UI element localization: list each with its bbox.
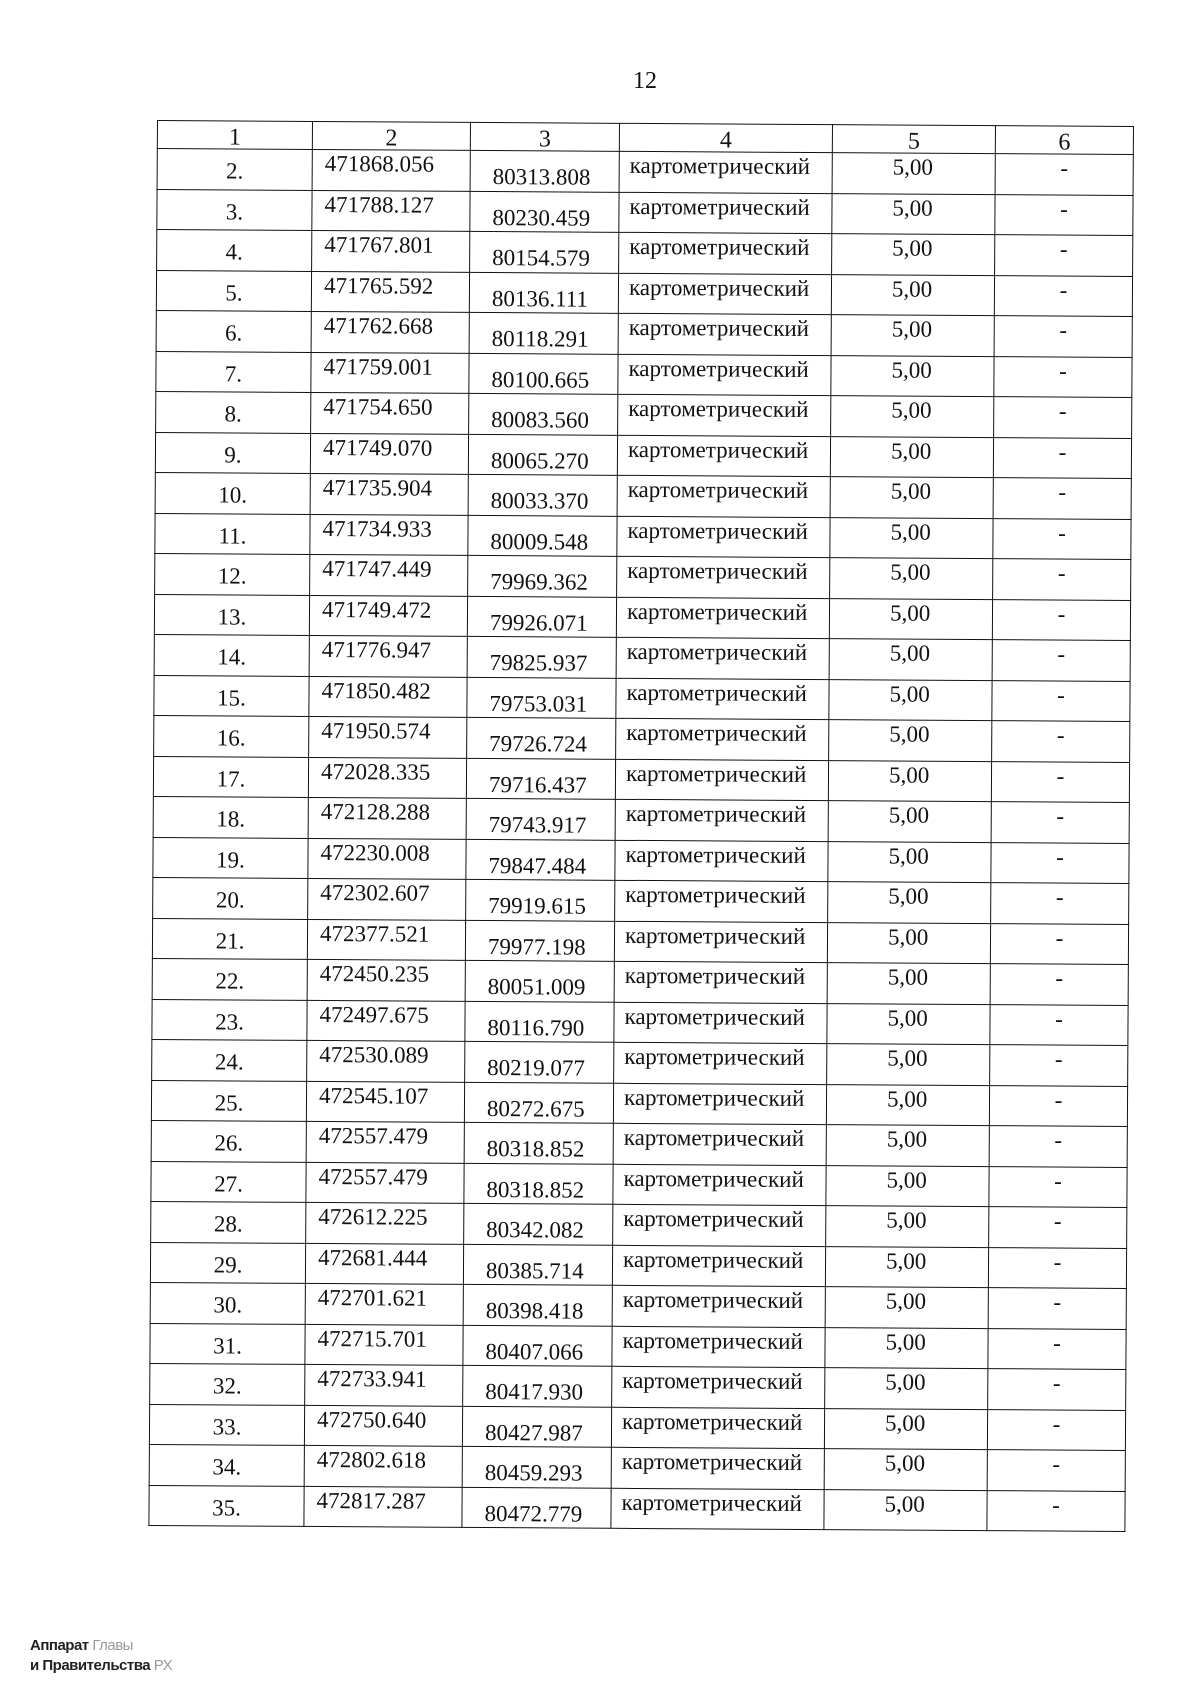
cell-method: картометрический (616, 678, 829, 720)
cell-x-coordinate: 471734.933 (310, 514, 468, 555)
cell-note: - (993, 559, 1131, 600)
table-row (149, 1404, 1125, 1450)
cell-accuracy: 5,00 (826, 1125, 989, 1166)
cell-y-coordinate: 80272.675 (464, 1082, 613, 1123)
cell-note: - (990, 964, 1128, 1005)
cell-method: картометрический (614, 1042, 827, 1084)
cell-note: - (994, 316, 1132, 357)
cell-method: картометрический (611, 1488, 824, 1530)
cell-accuracy: 5,00 (826, 1084, 989, 1125)
cell-note: - (988, 1247, 1126, 1288)
cell-accuracy: 5,00 (828, 841, 991, 882)
cell-point-number: 4. (157, 230, 312, 271)
table-row (152, 918, 1128, 964)
cell-accuracy: 5,00 (831, 274, 994, 315)
cell-x-coordinate: 472545.107 (306, 1081, 464, 1122)
cell-x-coordinate: 471850.482 (309, 676, 467, 717)
cell-y-coordinate: 80318.852 (464, 1163, 613, 1204)
cell-method: картометрический (612, 1285, 825, 1327)
coordinates-table (148, 120, 1134, 1532)
cell-x-coordinate: 472530.089 (307, 1040, 465, 1081)
cell-x-coordinate: 472557.479 (306, 1121, 464, 1162)
cell-note: - (991, 802, 1129, 843)
cell-note: - (988, 1288, 1126, 1329)
cell-y-coordinate: 79926.071 (467, 596, 616, 637)
cell-point-number: 19. (153, 837, 308, 878)
cell-note: - (992, 599, 1130, 640)
cell-method: картометрический (618, 313, 831, 355)
cell-x-coordinate: 472733.941 (305, 1364, 463, 1405)
cell-accuracy: 5,00 (828, 801, 991, 842)
column-header-1: 1 (157, 121, 312, 150)
cell-y-coordinate: 80318.852 (464, 1122, 613, 1163)
cell-y-coordinate: 80459.293 (462, 1446, 611, 1487)
cell-method: картометрический (611, 1447, 824, 1489)
cell-method: картометрический (613, 1083, 826, 1125)
cell-x-coordinate: 471749.472 (309, 595, 467, 636)
cell-note: - (989, 1166, 1127, 1207)
cell-y-coordinate: 79847.484 (466, 839, 615, 880)
stamp-line-2: и Правительства РХ (30, 1657, 173, 1674)
cell-note: - (994, 356, 1132, 397)
cell-note: - (991, 842, 1129, 883)
cell-accuracy: 5,00 (829, 679, 992, 720)
cell-y-coordinate: 80313.808 (470, 150, 619, 191)
cell-point-number: 9. (155, 432, 310, 473)
column-header-6: 6 (995, 126, 1133, 155)
table-row (150, 1323, 1126, 1369)
cell-point-number: 35. (149, 1485, 304, 1526)
table-row (155, 513, 1131, 559)
cell-accuracy: 5,00 (831, 396, 994, 437)
cell-x-coordinate: 472302.607 (308, 878, 466, 919)
cell-method: картометрический (615, 880, 828, 922)
cell-method: картометрический (613, 1204, 826, 1246)
cell-point-number: 25. (151, 1080, 306, 1121)
cell-method: картометрический (612, 1366, 825, 1408)
cell-x-coordinate: 471735.904 (310, 473, 468, 514)
cell-accuracy: 5,00 (829, 598, 992, 639)
cell-method: картометрический (614, 1002, 827, 1044)
cell-y-coordinate: 80427.987 (462, 1406, 611, 1447)
cell-point-number: 34. (149, 1444, 304, 1485)
cell-note: - (990, 923, 1128, 964)
table-row (152, 1039, 1128, 1085)
cell-x-coordinate: 471788.127 (312, 190, 470, 231)
cell-note: - (987, 1409, 1125, 1450)
cell-x-coordinate: 471762.668 (311, 311, 469, 352)
cell-point-number: 30. (150, 1282, 305, 1323)
cell-y-coordinate: 79825.937 (467, 636, 616, 677)
cell-point-number: 13. (154, 594, 309, 635)
cell-accuracy: 5,00 (829, 720, 992, 761)
table-row (152, 999, 1128, 1045)
cell-note: - (989, 1085, 1127, 1126)
cell-note: - (993, 478, 1131, 519)
cell-accuracy: 5,00 (832, 193, 995, 234)
cell-y-coordinate: 80342.082 (464, 1203, 613, 1244)
cell-y-coordinate: 80118.291 (469, 312, 618, 353)
cell-method: картометрический (615, 759, 828, 801)
cell-note: - (989, 1126, 1127, 1167)
table-row (150, 1282, 1126, 1328)
cell-y-coordinate: 80230.459 (470, 191, 619, 232)
table-row (151, 1161, 1127, 1207)
cell-method: картометрический (614, 961, 827, 1003)
cell-y-coordinate: 79753.031 (467, 677, 616, 718)
cell-accuracy: 5,00 (828, 760, 991, 801)
cell-note: - (991, 761, 1129, 802)
cell-method: картометрический (614, 921, 827, 963)
cell-x-coordinate: 472230.008 (308, 838, 466, 879)
cell-point-number: 5. (156, 270, 311, 311)
cell-note: - (994, 397, 1132, 438)
cell-method: картометрический (613, 1164, 826, 1206)
table-row (153, 796, 1129, 842)
cell-note: - (987, 1450, 1125, 1491)
cell-note: - (988, 1369, 1126, 1410)
cell-accuracy: 5,00 (824, 1408, 987, 1449)
cell-method: картометрический (617, 556, 830, 598)
cell-point-number: 10. (155, 472, 310, 513)
table-row (152, 958, 1128, 1004)
page-number: 12 (633, 68, 657, 94)
cell-note: - (993, 518, 1131, 559)
cell-accuracy: 5,00 (831, 315, 994, 356)
table-row (153, 877, 1129, 923)
cell-note: - (995, 235, 1133, 276)
cell-point-number: 15. (154, 675, 309, 716)
cell-method: картометрический (618, 394, 831, 436)
table-row (154, 634, 1130, 680)
cell-x-coordinate: 472701.621 (305, 1283, 463, 1324)
cell-note: - (993, 437, 1131, 478)
cell-x-coordinate: 471749.070 (310, 433, 468, 474)
table-row (149, 1444, 1125, 1490)
cell-point-number: 7. (156, 351, 311, 392)
cell-accuracy: 5,00 (824, 1489, 987, 1530)
cell-y-coordinate: 80051.009 (465, 960, 614, 1001)
table-row (156, 351, 1132, 397)
cell-accuracy: 5,00 (828, 882, 991, 923)
cell-point-number: 3. (157, 189, 312, 230)
cell-accuracy: 5,00 (830, 477, 993, 518)
table-row (155, 553, 1131, 599)
cell-accuracy: 5,00 (825, 1246, 988, 1287)
column-header-3: 3 (470, 122, 619, 151)
cell-method: картометрический (617, 516, 830, 558)
cell-point-number: 8. (156, 391, 311, 432)
cell-x-coordinate: 472681.444 (305, 1243, 463, 1284)
cell-point-number: 17. (153, 756, 308, 797)
table-row (150, 1363, 1126, 1409)
cell-accuracy: 5,00 (824, 1449, 987, 1490)
cell-accuracy: 5,00 (826, 1206, 989, 1247)
cell-point-number: 33. (149, 1404, 304, 1445)
cell-accuracy: 5,00 (827, 1003, 990, 1044)
table-row (150, 1242, 1126, 1288)
cell-y-coordinate: 80033.370 (468, 474, 617, 515)
cell-method: картометрический (619, 232, 832, 274)
cell-accuracy: 5,00 (832, 153, 995, 194)
cell-accuracy: 5,00 (827, 922, 990, 963)
table-row (157, 149, 1133, 195)
cell-x-coordinate: 472715.701 (305, 1324, 463, 1365)
cell-point-number: 16. (154, 715, 309, 756)
cell-point-number: 32. (150, 1363, 305, 1404)
cell-accuracy: 5,00 (825, 1327, 988, 1368)
cell-accuracy: 5,00 (830, 558, 993, 599)
table-row (156, 310, 1132, 356)
cell-y-coordinate: 80398.418 (463, 1284, 612, 1325)
cell-x-coordinate: 472450.235 (307, 959, 465, 1000)
cell-x-coordinate: 471767.801 (312, 230, 470, 271)
cell-accuracy: 5,00 (827, 963, 990, 1004)
cell-accuracy: 5,00 (825, 1287, 988, 1328)
cell-point-number: 12. (155, 553, 310, 594)
cell-y-coordinate: 80136.111 (469, 272, 618, 313)
table-row (151, 1080, 1127, 1126)
cell-y-coordinate: 80083.560 (469, 393, 618, 434)
column-header-2: 2 (312, 121, 470, 150)
cell-note: - (994, 275, 1132, 316)
table-row (153, 837, 1129, 883)
cell-x-coordinate: 472497.675 (307, 1000, 465, 1041)
cell-x-coordinate: 472817.287 (304, 1486, 462, 1527)
column-header-5: 5 (832, 125, 995, 154)
cell-method: картометрический (615, 799, 828, 841)
cell-method: картометрический (611, 1407, 824, 1449)
cell-point-number: 11. (155, 513, 310, 554)
cell-note: - (989, 1207, 1127, 1248)
cell-point-number: 31. (150, 1323, 305, 1364)
cell-method: картометрический (618, 273, 831, 315)
cell-x-coordinate: 472377.521 (307, 919, 465, 960)
cell-point-number: 14. (154, 634, 309, 675)
cell-note: - (992, 721, 1130, 762)
table-row (156, 391, 1132, 437)
cell-y-coordinate: 79977.198 (465, 920, 614, 961)
cell-note: - (995, 194, 1133, 235)
cell-method: картометрический (618, 354, 831, 396)
cell-y-coordinate: 80417.930 (463, 1365, 612, 1406)
cell-x-coordinate: 472028.335 (308, 757, 466, 798)
cell-accuracy: 5,00 (826, 1165, 989, 1206)
cell-note: - (992, 680, 1130, 721)
cell-x-coordinate: 471950.574 (309, 716, 467, 757)
cell-point-number: 28. (151, 1201, 306, 1242)
cell-accuracy: 5,00 (832, 234, 995, 275)
cell-y-coordinate: 80154.579 (470, 231, 619, 272)
cell-x-coordinate: 472802.618 (304, 1445, 462, 1486)
table-row (154, 594, 1130, 640)
cell-method: картометрический (616, 637, 829, 679)
cell-accuracy: 5,00 (830, 517, 993, 558)
cell-y-coordinate: 79716.437 (466, 758, 615, 799)
table-row (154, 675, 1130, 721)
cell-method: картометрический (619, 151, 832, 193)
cell-point-number: 27. (151, 1161, 306, 1202)
cell-y-coordinate: 80385.714 (463, 1244, 612, 1285)
cell-method: картометрический (612, 1245, 825, 1287)
table-row (157, 189, 1133, 235)
table-row (157, 230, 1133, 276)
cell-x-coordinate: 471776.947 (309, 635, 467, 676)
cell-x-coordinate: 472128.288 (308, 797, 466, 838)
cell-point-number: 22. (152, 958, 307, 999)
cell-method: картометрический (619, 192, 832, 234)
cell-method: картометрический (617, 435, 830, 477)
cell-point-number: 20. (153, 877, 308, 918)
stamp-line-1: Аппарат Главы (30, 1637, 133, 1654)
cell-point-number: 18. (153, 796, 308, 837)
table-row (155, 432, 1131, 478)
cell-y-coordinate: 80065.270 (468, 434, 617, 475)
cell-x-coordinate: 472750.640 (304, 1405, 462, 1446)
table-row (151, 1120, 1127, 1166)
cell-accuracy: 5,00 (831, 355, 994, 396)
cell-method: картометрический (612, 1326, 825, 1368)
cell-method: картометрический (613, 1123, 826, 1165)
table-row (156, 270, 1132, 316)
cell-accuracy: 5,00 (827, 1044, 990, 1085)
cell-note: - (995, 154, 1133, 195)
cell-note: - (988, 1328, 1126, 1369)
table-row (154, 715, 1130, 761)
cell-x-coordinate: 472612.225 (306, 1202, 464, 1243)
cell-accuracy: 5,00 (825, 1368, 988, 1409)
cell-y-coordinate: 80009.548 (468, 515, 617, 556)
cell-method: картометрический (616, 597, 829, 639)
cell-method: картометрический (616, 718, 829, 760)
cell-x-coordinate: 472557.479 (306, 1162, 464, 1203)
cell-accuracy: 5,00 (830, 436, 993, 477)
cell-x-coordinate: 471759.001 (311, 352, 469, 393)
cell-point-number: 21. (152, 918, 307, 959)
column-header-4: 4 (619, 123, 832, 152)
table-row (151, 1201, 1127, 1247)
cell-point-number: 24. (152, 1039, 307, 1080)
cell-point-number: 29. (150, 1242, 305, 1283)
table-row (153, 756, 1129, 802)
cell-note: - (992, 640, 1130, 681)
cell-y-coordinate: 80407.066 (463, 1325, 612, 1366)
cell-x-coordinate: 471868.056 (312, 149, 470, 190)
cell-point-number: 2. (157, 149, 312, 190)
cell-x-coordinate: 471765.592 (311, 271, 469, 312)
cell-point-number: 23. (152, 999, 307, 1040)
cell-y-coordinate: 79969.362 (468, 555, 617, 596)
office-stamp (30, 1636, 172, 1676)
cell-note: - (990, 1004, 1128, 1045)
cell-y-coordinate: 79919.615 (466, 879, 615, 920)
cell-note: - (990, 1045, 1128, 1086)
cell-point-number: 6. (156, 310, 311, 351)
cell-note: - (991, 883, 1129, 924)
cell-accuracy: 5,00 (829, 639, 992, 680)
cell-x-coordinate: 471747.449 (310, 554, 468, 595)
cell-y-coordinate: 80100.665 (469, 353, 618, 394)
cell-method: картометрический (617, 475, 830, 517)
cell-y-coordinate: 80472.779 (462, 1487, 611, 1528)
cell-y-coordinate: 79726.724 (467, 717, 616, 758)
cell-method: картометрический (615, 840, 828, 882)
cell-y-coordinate: 80219.077 (465, 1041, 614, 1082)
table-row (149, 1485, 1125, 1531)
cell-y-coordinate: 79743.917 (466, 798, 615, 839)
table-row (155, 472, 1131, 518)
cell-y-coordinate: 80116.790 (465, 1001, 614, 1042)
table-body (149, 149, 1133, 1532)
cell-x-coordinate: 471754.650 (311, 392, 469, 433)
cell-point-number: 26. (151, 1120, 306, 1161)
cell-note: - (987, 1490, 1125, 1531)
